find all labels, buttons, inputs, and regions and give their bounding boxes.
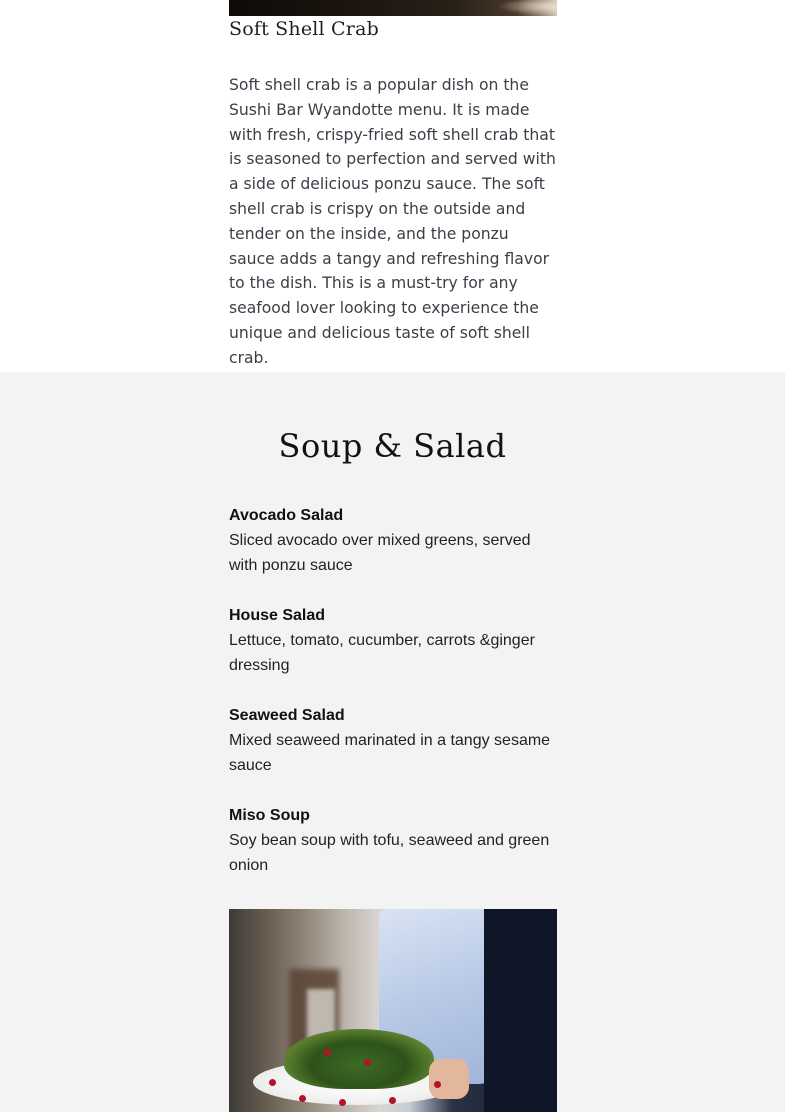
menu-item-description: Sliced avocado over mixed greens, served with ponzu sauce (229, 532, 531, 574)
soft-shell-crab-description: Soft shell crab is a popular dish on the Sushi Bar Wyandotte menu. It is made with fresh, crispy-fried soft shell crab that is seasoned to perfection and served with a side of delicious ponzu sauce. The soft shell crab is crispy on the outside and tender on the inside, and the ponzu sauce adds a tangy and refreshing flavor to the dish. This is a must-try for any seafood lover looking to experience the unique and delicious taste of soft shell crab. (229, 76, 556, 367)
soft-shell-crab-title: Soft Shell Crab (229, 18, 379, 40)
pomegranate-seed (389, 1097, 396, 1104)
menu-item-miso-soup (229, 803, 559, 878)
menu-item-description: Soy bean soup with tofu, seaweed and green onion (229, 832, 550, 874)
pomegranate-seed (324, 1049, 331, 1056)
soft-shell-crab-image (229, 0, 557, 16)
menu-item-name: Avocado Salad (229, 507, 344, 524)
pomegranate-seed (269, 1079, 276, 1086)
soup-salad-heading: Soup & Salad (278, 427, 507, 465)
menu-item-description: Lettuce, tomato, cucumber, carrots &ginger dressing (229, 632, 535, 674)
menu-item-description: Mixed seaweed marinated in a tangy sesame sauce (229, 732, 551, 774)
pomegranate-seed (434, 1081, 441, 1088)
pomegranate-seed (299, 1095, 306, 1102)
menu-item-name: Miso Soup (229, 807, 310, 824)
waiter-hand (429, 1059, 469, 1099)
soup-salad-section (0, 372, 785, 1112)
soup-salad-menu-list (229, 503, 559, 903)
menu-item-seaweed-salad (229, 703, 559, 778)
menu-item-avocado-salad (229, 503, 559, 578)
salad-plate-photo (229, 909, 557, 1112)
pomegranate-seed (339, 1099, 346, 1106)
waiter-vest (484, 909, 557, 1112)
menu-item-name: Seaweed Salad (229, 707, 345, 724)
menu-item-name: House Salad (229, 607, 326, 624)
pomegranate-seed (364, 1059, 371, 1066)
salad-greens (284, 1029, 434, 1089)
menu-item-house-salad (229, 603, 559, 678)
soft-shell-crab-section (0, 0, 785, 372)
